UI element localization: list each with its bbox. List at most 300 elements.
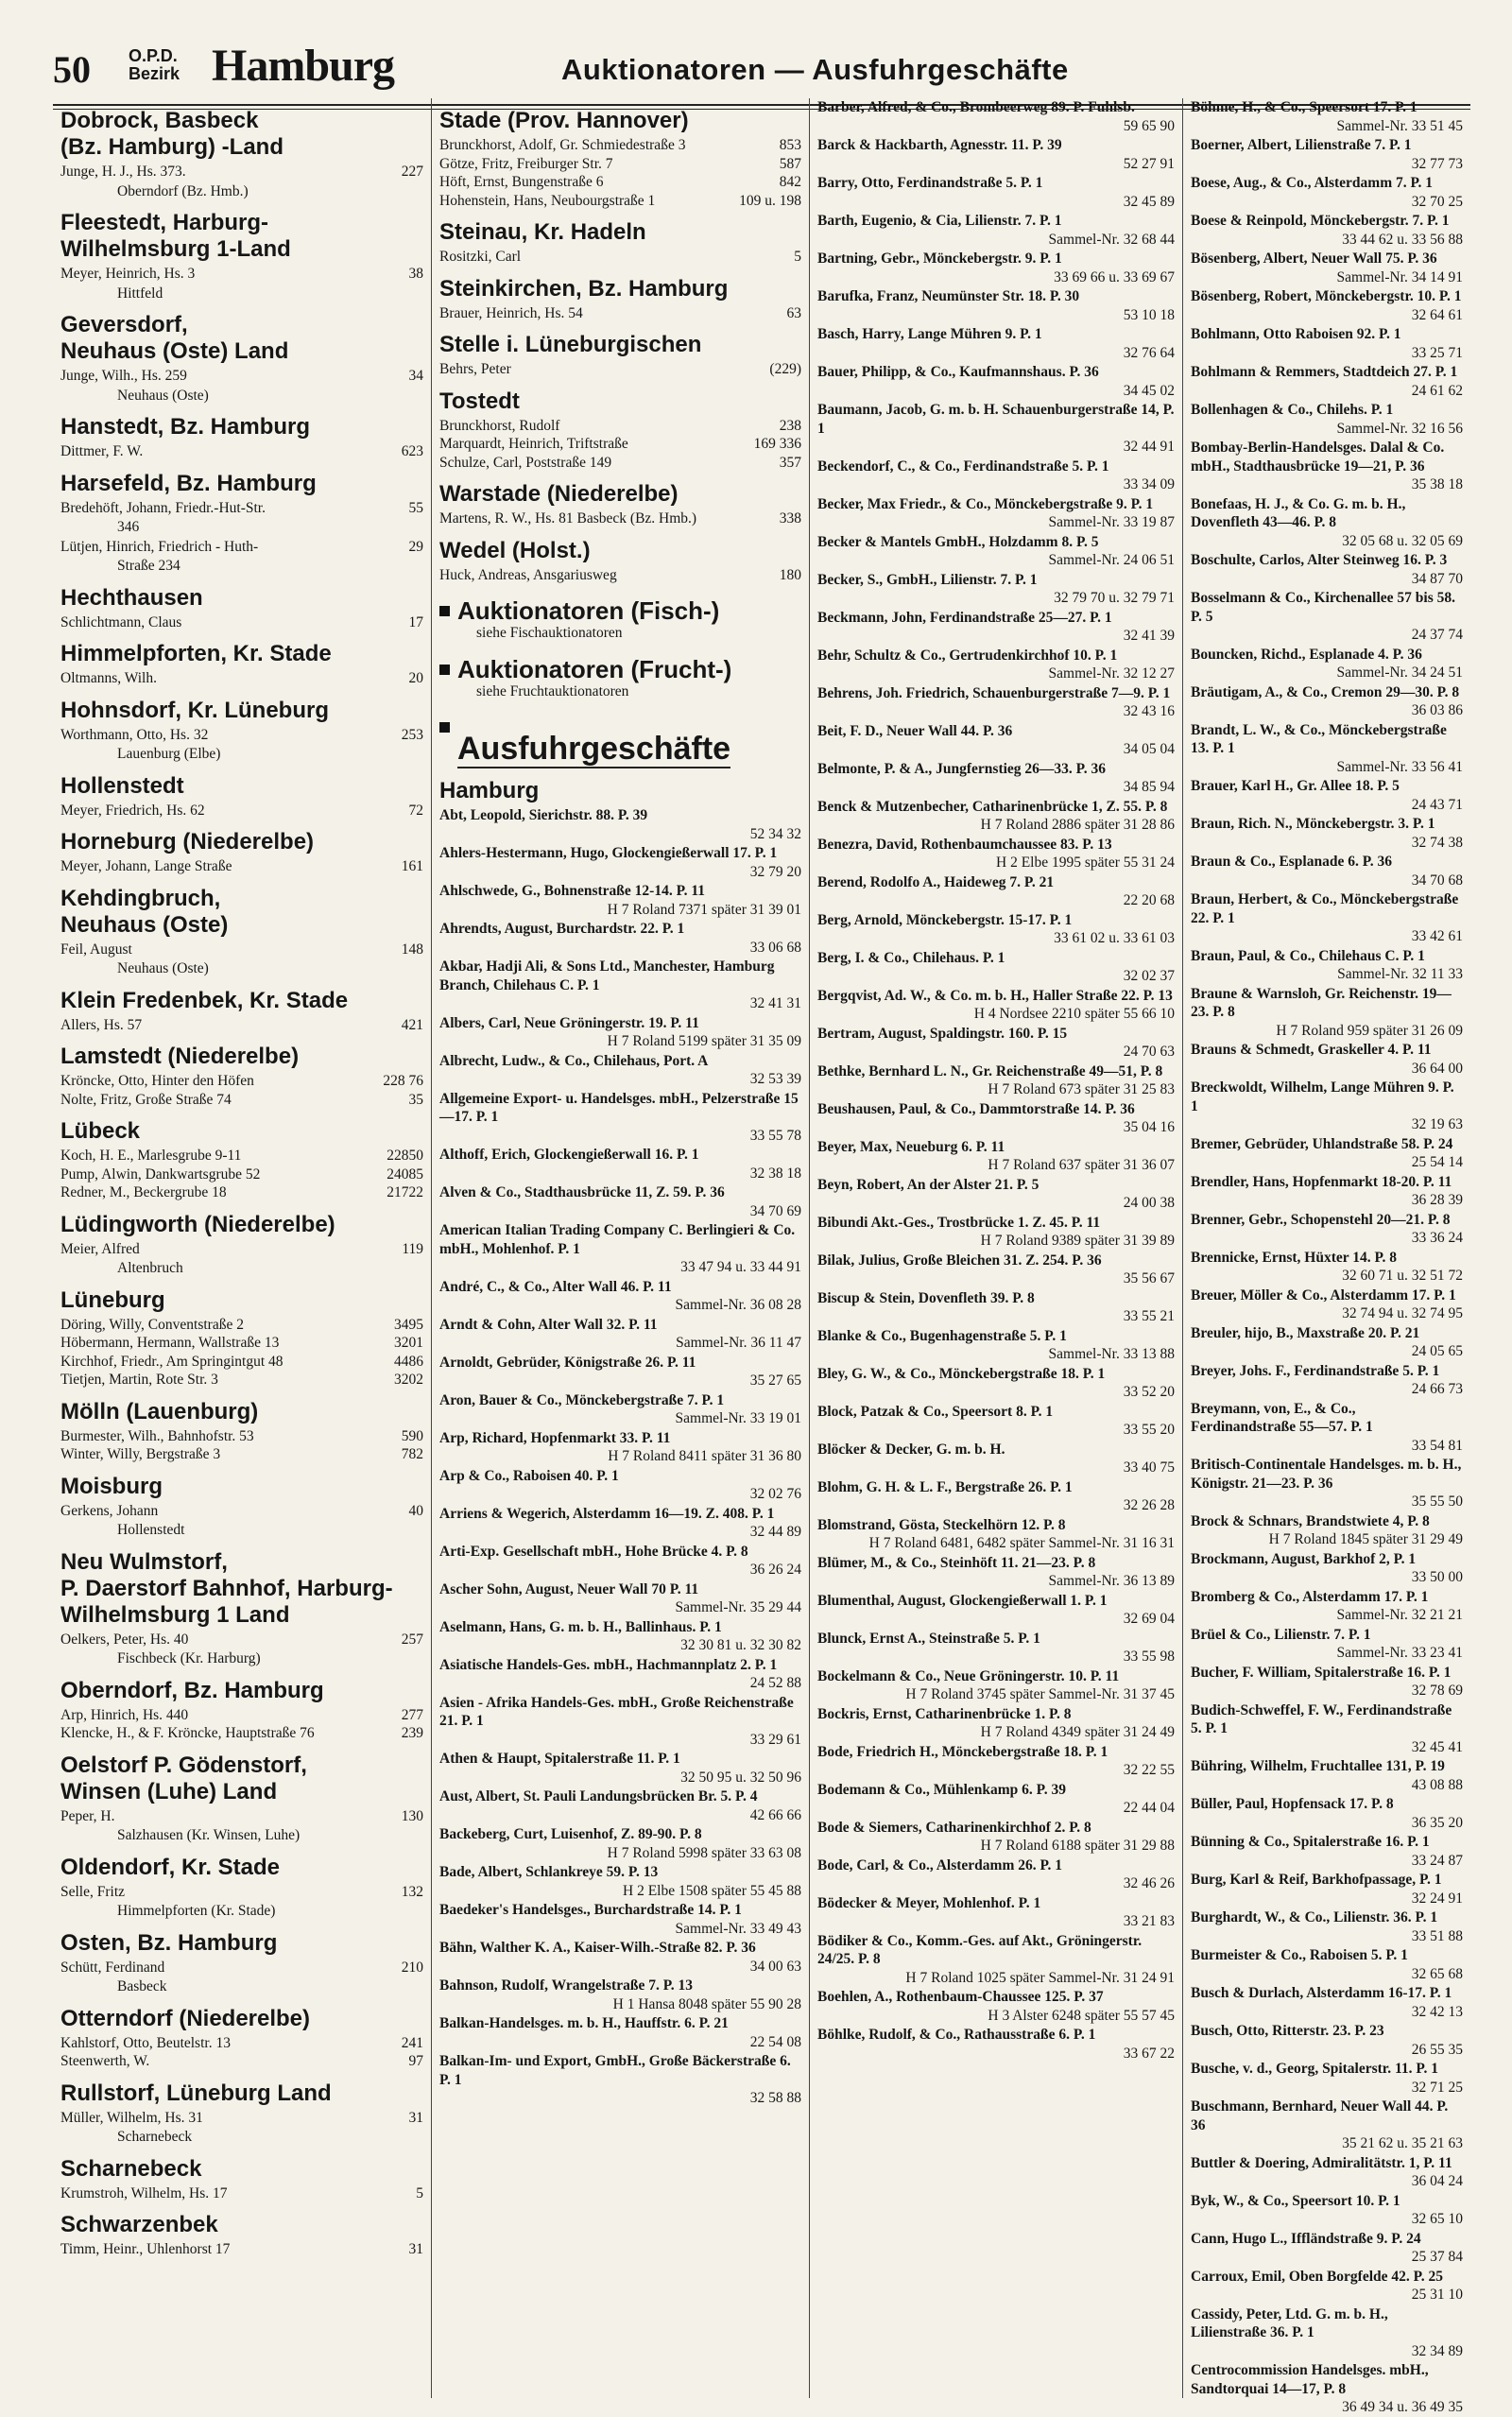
- firm-name: Barry, Otto, Ferdinandstraße 5. P. 1: [817, 175, 1043, 191]
- firm-name: Bergqvist, Ad. W., & Co. m. b. H., Haller Straße 22. P. 13: [817, 987, 1173, 1004]
- firm-phone-row: [1191, 664, 1463, 682]
- firm-phone: 32 02 76: [749, 1486, 801, 1502]
- firm-phone: 24 43 71: [1411, 796, 1463, 813]
- firm-phone: H 7 Roland 2886 später 31 28 86: [980, 817, 1175, 833]
- firm-phone: H 7 Roland 6481, 6482 später Sammel-Nr. 31 16 31: [868, 1535, 1175, 1551]
- firm-phone-row: [817, 193, 1175, 212]
- list-item: [1191, 1626, 1463, 1663]
- firm-phone: H 7 Roland 5199 später 31 35 09: [607, 1033, 801, 1049]
- entry-phone: 3495: [394, 1316, 423, 1333]
- firm-phone-row: [817, 1496, 1175, 1515]
- list-item: [817, 1365, 1175, 1402]
- firm-name: Bode, Friedrich H., Mönckebergstraße 18. P. 1: [817, 1743, 1108, 1760]
- firm-phone: H 7 Roland 4349 später 31 24 49: [980, 1724, 1175, 1740]
- firm-phone-row: [1191, 1267, 1463, 1286]
- list-item: [1191, 1324, 1463, 1361]
- list-item: [439, 806, 801, 843]
- firm-phone: 33 61 02 u. 33 61 03: [1054, 930, 1175, 946]
- square-bullet-icon: [439, 606, 450, 616]
- list-item: [817, 1214, 1175, 1251]
- place-heading: Steinkirchen, Bz. Hamburg: [439, 275, 729, 302]
- firm-phone-row: [1191, 1304, 1463, 1323]
- firm-phone: 24 52 88: [749, 1675, 801, 1691]
- firm-phone: 33 55 20: [1123, 1422, 1175, 1438]
- column-auctioneers-export: [431, 98, 809, 2398]
- firm-phone: 32 74 38: [1411, 834, 1463, 851]
- firm-name: Benezra, David, Rothenbaumchaussee 83. P. 13: [817, 836, 1112, 853]
- firm-phone: 36 35 20: [1411, 1814, 1463, 1831]
- firm-name: Arndt & Cohn, Alter Wall 32. P. 11: [439, 1316, 658, 1333]
- entry-detail: Hollenstedt: [117, 1522, 185, 1538]
- entry-detail: Fischbeck (Kr. Harburg): [117, 1650, 261, 1666]
- list-item: [1191, 1286, 1463, 1323]
- place-heading: Lüdingworth (Niederelbe): [60, 1211, 335, 1237]
- firm-phone-row: [1191, 2342, 1463, 2361]
- place-heading: Warstade (Niederelbe): [439, 481, 679, 507]
- firm-name: Arp, Richard, Hopfenmarkt 33. P. 11: [439, 1429, 671, 1446]
- firm-phone: 32 34 89: [1411, 2342, 1463, 2359]
- list-item: [439, 1750, 801, 1787]
- list-item: [60, 499, 423, 518]
- firm-phone-row: [817, 1421, 1175, 1440]
- firm-name: Bethke, Bernhard L. N., Gr. Reichenstraße 49—51, P. 8: [817, 1062, 1163, 1079]
- list-item: [1191, 1984, 1463, 2021]
- list-item: [1191, 136, 1463, 173]
- firm-name: Bode, Carl, & Co., Alsterdamm 26. P. 1: [817, 1856, 1063, 1873]
- firm-phone: 52 27 91: [1123, 155, 1175, 172]
- list-item: [1191, 1908, 1463, 1945]
- list-item: [439, 1429, 801, 1466]
- firm-name: Büller, Paul, Hopfensack 17. P. 8: [1191, 1796, 1394, 1812]
- entry-name: Schlichtmann, Claus: [60, 613, 182, 630]
- list-item: [817, 1988, 1175, 2025]
- firm-phone-row: [1191, 1568, 1463, 1587]
- entry-name: Redner, M., Beckergrube 18: [60, 1184, 227, 1200]
- entry-name: Meyer, Johann, Lange Straße: [60, 858, 232, 874]
- column2-places: [439, 108, 801, 584]
- firm-name: Benck & Mutzenbecher, Catharinenbrücke 1, Z. 55. P. 8: [817, 798, 1168, 815]
- list-item: [60, 1959, 423, 1977]
- place-heading: Kehdingbruch, Neuhaus (Oste): [60, 885, 229, 938]
- firm-name: Breuer, Möller & Co., Alsterdamm 17. P. 1: [1191, 1286, 1456, 1303]
- firm-phone: 32 45 89: [1123, 193, 1175, 210]
- place-heading: Lübeck: [60, 1118, 141, 1144]
- entry-phone: 29: [408, 538, 423, 555]
- list-item: [1191, 683, 1463, 720]
- firm-phone: 43 08 88: [1411, 1776, 1463, 1793]
- firm-name: Barck & Hackbarth, Agnesstr. 11. P. 39: [817, 137, 1062, 153]
- list-item: [439, 1618, 801, 1655]
- firm-phone-row: [1191, 927, 1463, 946]
- firm-phone: 36 03 86: [1411, 702, 1463, 718]
- firm-phone: 25 31 10: [1411, 2287, 1463, 2303]
- entry-name: Steenwerth, W.: [60, 2053, 150, 2069]
- entry-name: Lütjen, Hinrich, Friedrich - Huth-: [60, 538, 259, 555]
- firm-name: Burmeister & Co., Raboisen 5. P. 1: [1191, 1947, 1408, 1963]
- list-item: [439, 1787, 801, 1824]
- list-item: [439, 844, 801, 881]
- firm-phone: 32 44 89: [749, 1524, 801, 1540]
- entry-phone: 24085: [387, 1165, 423, 1183]
- firm-name: Boschulte, Carlos, Alter Steinweg 16. P. 3: [1191, 552, 1448, 568]
- firm-phone: 33 55 78: [749, 1127, 801, 1144]
- entry-phone: 161: [401, 858, 423, 874]
- list-item: [1191, 1211, 1463, 1248]
- firm-phone: 32 77 73: [1411, 155, 1463, 172]
- list-item: [60, 1091, 423, 1110]
- firm-phone: H 7 Roland 959 später 31 26 09: [1276, 1022, 1463, 1039]
- firm-phone-row: [817, 1572, 1175, 1591]
- list-item: [817, 250, 1175, 286]
- firm-phone: Sammel-Nr. 32 16 56: [1336, 420, 1463, 437]
- list-item: [60, 857, 423, 876]
- list-item: [60, 1353, 423, 1372]
- firm-name: Breyer, Johs. F., Ferdinandstraße 5. P. 1: [1191, 1362, 1440, 1379]
- firm-phone-row: [817, 231, 1175, 250]
- firm-phone-row: [817, 1685, 1175, 1704]
- firm-phone: H 7 Roland 6188 später 31 29 88: [980, 1838, 1175, 1854]
- export-firms-list: [439, 806, 801, 2108]
- list-item: [1191, 1795, 1463, 1832]
- firm-phone: Sammel-Nr. 32 12 27: [1048, 665, 1175, 682]
- entry-name: Marquardt, Heinrich, Triftstraße: [439, 436, 628, 452]
- firm-phone-row: [817, 1459, 1175, 1477]
- firm-name: Arnoldt, Gebrüder, Königstraße 26. P. 11: [439, 1354, 696, 1371]
- list-item: [817, 1138, 1175, 1175]
- entry-name: Worthmann, Otto, Hs. 32: [60, 726, 209, 743]
- firm-name: Behrens, Joh. Friedrich, Schauenburgerstraße 7—9. P. 1: [817, 684, 1171, 701]
- list-item: [60, 1183, 423, 1202]
- firm-name: American Italian Trading Company C. Berlingieri & Co. mbH., Mohlenhof. P. 1: [439, 1222, 796, 1257]
- firm-phone: 32 58 88: [749, 2090, 801, 2106]
- firm-phone: H 7 Roland 8411 später 31 36 80: [608, 1448, 801, 1464]
- firm-phone-row: [817, 1194, 1175, 1213]
- list-item: [1191, 1400, 1463, 1456]
- place-heading: Hollenstedt: [60, 772, 184, 799]
- firm-phone-row: [817, 155, 1175, 174]
- firm-name: Bohlmann, Otto Raboisen 92. P. 1: [1191, 326, 1401, 342]
- firm-phone: 36 49 34 u. 36 49 35: [1342, 2399, 1463, 2415]
- firm-phone-row: [439, 1561, 801, 1580]
- list-item: [439, 1391, 801, 1428]
- list-item: [60, 2109, 423, 2128]
- entry-name: Junge, H. J., Hs. 373.: [60, 164, 186, 180]
- entry-phone: 227: [401, 164, 423, 180]
- list-item: [1191, 1833, 1463, 1870]
- entry-name: Meyer, Friedrich, Hs. 62: [60, 802, 205, 819]
- firm-phone: 33 55 98: [1123, 1649, 1175, 1665]
- firm-name: Bähn, Walther K. A., Kaiser-Wilh.-Straße 82. P. 36: [439, 1940, 756, 1956]
- entry-phone: 22850: [387, 1148, 423, 1164]
- firm-phone-row: [817, 740, 1175, 759]
- list-item: [817, 1932, 1175, 1988]
- firm-name: Ahlers-Hestermann, Hugo, Glockengießerwall 17. P. 1: [439, 845, 778, 861]
- firm-phone-row: [439, 1674, 801, 1693]
- firm-phone: 32 30 81 u. 32 30 82: [680, 1637, 801, 1653]
- list-item: [439, 1146, 801, 1183]
- place-heading: Otterndorf (Niederelbe): [60, 2005, 311, 2031]
- list-item: [439, 1221, 801, 1277]
- entry-name: Götze, Fritz, Freiburger Str. 7: [439, 155, 613, 172]
- firm-phone-row: [439, 1844, 801, 1863]
- list-item: [817, 1705, 1175, 1742]
- firm-name: Boerner, Albert, Lilienstraße 7. P. 1: [1191, 137, 1412, 153]
- firm-name: Balkan-Im- und Export, GmbH., Große Bäckerstraße 6. P. 1: [439, 2053, 791, 2088]
- list-item: [817, 325, 1175, 362]
- list-item: [817, 1630, 1175, 1666]
- firm-phone-row: [817, 1723, 1175, 1742]
- list-item: [817, 1819, 1175, 1856]
- firm-phone-row: [817, 967, 1175, 986]
- firm-name: Burghardt, W., & Co., Lilienstr. 36. P. 1: [1191, 1909, 1438, 1925]
- firm-phone-row: [439, 994, 801, 1013]
- firm-name: Albers, Carl, Neue Gröningerstr. 19. P. 11: [439, 1014, 699, 1031]
- firm-phone: 33 24 87: [1411, 1852, 1463, 1869]
- entry-phone: 97: [408, 2053, 423, 2069]
- list-item: [60, 726, 423, 745]
- list-item: [817, 684, 1175, 721]
- list-item: [1191, 777, 1463, 814]
- section-title: Auktionatoren — Ausfuhrgeschäfte: [561, 53, 1069, 86]
- firm-phone-row: [1191, 1191, 1463, 1210]
- list-item: [439, 1278, 801, 1315]
- firm-phone: Sammel-Nr. 34 24 51: [1336, 665, 1463, 681]
- list-item: [1191, 890, 1463, 946]
- list-item: [439, 1505, 801, 1542]
- entry-detail: Scharnebeck: [117, 2129, 193, 2145]
- firm-phone: 33 21 83: [1123, 1913, 1175, 1929]
- firm-phone: H 7 Roland 637 später 31 36 07: [988, 1157, 1175, 1173]
- firm-phone-row: [817, 1156, 1175, 1175]
- list-item: [439, 1939, 801, 1976]
- firm-phone: 22 54 08: [749, 2033, 801, 2050]
- firm-phone-row: [817, 438, 1175, 457]
- list-item: [817, 533, 1175, 570]
- place-heading: Hohnsdorf, Kr. Lüneburg: [60, 697, 329, 723]
- firm-phone: 52 34 32: [749, 825, 801, 842]
- entry-name: Pump, Alwin, Dankwartsgrube 52: [60, 1165, 261, 1183]
- firm-phone-row: [817, 627, 1175, 646]
- firm-phone-row: [817, 1383, 1175, 1402]
- entry-name: Oelkers, Peter, Hs. 40: [60, 1631, 189, 1648]
- list-item: [1191, 815, 1463, 852]
- list-item: [60, 2052, 423, 2071]
- firm-phone: 32 69 04: [1123, 1611, 1175, 1627]
- firm-name: Blanke & Co., Bugenhagenstraße 5. P. 1: [817, 1327, 1067, 1344]
- firm-phone: 32 65 10: [1411, 2211, 1463, 2227]
- firm-phone-row: [817, 929, 1175, 948]
- firm-phone-row: [1191, 193, 1463, 212]
- firm-phone: Sammel-Nr. 35 29 44: [675, 1599, 801, 1615]
- firm-phone-row: [817, 816, 1175, 835]
- entry-name: Selle, Fritz: [60, 1883, 126, 1900]
- firm-name: Abt, Leopold, Sierichstr. 88. P. 39: [439, 807, 648, 823]
- firm-phone-row: [1191, 1380, 1463, 1399]
- firm-name: Bertram, August, Spaldingstr. 160. P. 15: [817, 1025, 1068, 1042]
- list-item: [817, 836, 1175, 872]
- list-item: [439, 435, 801, 454]
- list-item: [817, 1478, 1175, 1515]
- firm-phone: Sammel-Nr. 34 14 91: [1336, 268, 1463, 285]
- list-item: [439, 2052, 801, 2108]
- firm-phone-row: [439, 1447, 801, 1466]
- firm-phone: 35 38 18: [1411, 476, 1463, 492]
- entry-phone: 180: [779, 566, 801, 583]
- firm-phone: H 2 Elbe 1508 später 55 45 88: [623, 1882, 801, 1899]
- list-item: [60, 1427, 423, 1446]
- firm-phone-row: [1191, 1606, 1463, 1625]
- firm-phone: 35 55 50: [1411, 1493, 1463, 1510]
- firm-phone-row: [1191, 1644, 1463, 1663]
- firm-phone: 59 65 90: [1123, 117, 1175, 134]
- list-item: [439, 920, 801, 957]
- firm-phone-row: [439, 1523, 801, 1542]
- firm-name: Bosselmann & Co., Kirchenallee 57 bis 58. P. 5: [1191, 590, 1456, 625]
- firm-name: Brenner, Gebr., Schopenstehl 20—21. P. 8: [1191, 1211, 1451, 1228]
- firm-phone: 36 64 00: [1411, 1060, 1463, 1077]
- entry-phone: 3202: [394, 1372, 423, 1388]
- firm-name: Bräutigam, A., & Co., Cremon 29—30. P. 8: [1191, 683, 1460, 700]
- entry-phone: 109 u. 198: [739, 192, 801, 209]
- list-item: [817, 798, 1175, 835]
- firm-name: Aselmann, Hans, G. m. b. H., Ballinhaus. P. 1: [439, 1618, 722, 1635]
- firm-phone-row: [817, 513, 1175, 532]
- list-item: [817, 363, 1175, 400]
- firm-phone-row: [1191, 231, 1463, 250]
- list-item: [439, 882, 801, 919]
- firm-phone: 32 76 64: [1123, 344, 1175, 361]
- entry-phone: 623: [401, 443, 423, 459]
- entry-phone: 5: [794, 249, 801, 265]
- entry-phone: 587: [779, 155, 801, 172]
- list-item: [60, 1371, 423, 1390]
- list-item: [817, 1554, 1175, 1591]
- firm-phone-row: [1191, 1530, 1463, 1549]
- list-item: [439, 136, 801, 155]
- firm-phone: H 3 Alster 6248 später 55 57 45: [988, 2007, 1175, 2024]
- firm-name: Althoff, Erich, Glockengießerwall 16. P. 1: [439, 1147, 699, 1163]
- entry-name: Brunckhorst, Adolf, Gr. Schmiedestraße 3: [439, 137, 686, 153]
- firm-phone-row: [1191, 475, 1463, 494]
- firm-phone-row: [439, 1731, 801, 1750]
- page-header: [53, 26, 1470, 93]
- firm-phone-row: [439, 1202, 801, 1221]
- firm-phone-row: [817, 891, 1175, 910]
- list-item: [1191, 1512, 1463, 1549]
- entry-phone: 63: [786, 304, 801, 321]
- firm-phone-row: [1191, 1776, 1463, 1795]
- list-item: [439, 417, 801, 436]
- place-heading: Hechthausen: [60, 584, 203, 611]
- firm-phone: Sammel-Nr. 33 19 01: [675, 1410, 801, 1426]
- firm-phone-row: [817, 1269, 1175, 1288]
- firm-name: Bockris, Ernst, Catharinenbrücke 1. P. 8: [817, 1705, 1072, 1722]
- firm-phone-row: [1191, 1229, 1463, 1248]
- entry-name: Bredehöft, Johann, Friedr.-Hut-Str.: [60, 499, 266, 516]
- firm-phone: 36 04 24: [1411, 2173, 1463, 2189]
- firm-name: Backeberg, Curt, Luisenhof, Z. 89-90. P. 8: [439, 1826, 702, 1842]
- firm-name: Boese, Aug., & Co., Alsterdamm 7. P. 1: [1191, 175, 1434, 191]
- list-item: [1191, 2305, 1463, 2361]
- firm-phone-row: [1191, 1738, 1463, 1757]
- firm-phone-row: [439, 1127, 801, 1146]
- entry-phone: 238: [779, 417, 801, 434]
- firm-phone: 32 78 69: [1411, 1683, 1463, 1699]
- firm-name: Bödiker & Co., Komm.-Ges. auf Akt., Gröningerstr. 24/25. P. 8: [817, 1932, 1143, 1967]
- list-item: [60, 1334, 423, 1353]
- firm-name: Buttler & Doering, Admiralitätstr. 1, P. 11: [1191, 2154, 1452, 2171]
- list-item: [817, 1289, 1175, 1326]
- firm-name: Brandt, L. W., & Co., Mönckebergstraße 13. P. 1: [1191, 721, 1447, 756]
- firm-name: Centrocommission Handelsges. mbH., Sandtorquai 14—17, P. 8: [1191, 2362, 1429, 2397]
- place-heading: Stade (Prov. Hannover): [439, 108, 689, 133]
- place-heading: Scharnebeck: [60, 2155, 202, 2182]
- entry-name: Schulze, Carl, Poststraße 149: [439, 454, 612, 471]
- firm-name: Basch, Harry, Lange Mühren 9. P. 1: [817, 326, 1042, 342]
- entry-phone: 148: [401, 941, 423, 958]
- firm-phone: 32 79 20: [749, 863, 801, 880]
- list-item: [60, 1807, 423, 1826]
- firm-phone: 33 44 62 u. 33 56 88: [1342, 231, 1463, 248]
- entry-name: Kahlstorf, Otto, Beutelstr. 13: [60, 2034, 231, 2051]
- entry-phone: 169 336: [753, 436, 801, 452]
- firm-name: Carroux, Emil, Oben Borgfelde 42. P. 25: [1191, 2268, 1443, 2285]
- entry-name: Huck, Andreas, Ansgariusweg: [439, 566, 617, 583]
- firm-phone: Sammel-Nr. 33 51 45: [1336, 117, 1463, 134]
- firm-phone-row: [1191, 344, 1463, 363]
- firm-phone: 32 22 55: [1123, 1762, 1175, 1778]
- firm-name: Braune & Warnsloh, Gr. Reichenstr. 19—23. P. 8: [1191, 985, 1452, 1020]
- firm-name: Block, Patzak & Co., Speersort 8. P. 1: [817, 1403, 1054, 1420]
- firm-phone-row: [1191, 872, 1463, 890]
- list-item: [439, 192, 801, 211]
- firm-phone: Sammel-Nr. 32 11 33: [1337, 966, 1463, 982]
- list-item: [60, 1072, 423, 1091]
- list-item: [1191, 287, 1463, 324]
- column-auctioneers-places: [53, 98, 431, 2398]
- entry-phone: 3201: [394, 1335, 423, 1351]
- firm-phone: H 1 Hansa 8048 später 55 90 28: [612, 1995, 801, 2012]
- firm-name: Bilak, Julius, Große Bleichen 31. Z. 254. P. 36: [817, 1252, 1102, 1269]
- export-title: Ausfuhrgeschäfte: [457, 731, 731, 767]
- firm-phone: 34 70 68: [1411, 872, 1463, 889]
- firm-phone-row: [1191, 2041, 1463, 2060]
- firm-phone: H 7 Roland 1845 später 31 29 49: [1268, 1531, 1463, 1547]
- firm-phone: 34 70 69: [749, 1202, 801, 1219]
- entry-name: Brunckhorst, Rudolf: [439, 417, 560, 434]
- firm-phone-row: [817, 1610, 1175, 1629]
- firm-phone: 53 10 18: [1123, 306, 1175, 323]
- list-item: [60, 538, 423, 557]
- firm-name: Aust, Albert, St. Pauli Landungsbrücken Br. 5. P. 4: [439, 1788, 758, 1804]
- firm-phone: 36 26 24: [749, 1562, 801, 1578]
- firm-phone-row: [439, 1769, 801, 1787]
- list-item: [817, 647, 1175, 683]
- firm-phone: 32 38 18: [749, 1165, 801, 1182]
- firm-phone: 42 66 66: [749, 1806, 801, 1823]
- firm-phone: 33 47 94 u. 33 44 91: [680, 1259, 801, 1275]
- firm-phone-row: [817, 2007, 1175, 2026]
- entry-phone: 228 76: [383, 1073, 423, 1089]
- list-item: [1191, 1173, 1463, 1210]
- list-item: [60, 1706, 423, 1725]
- list-item: [817, 1592, 1175, 1629]
- firm-name: Bade, Albert, Schlankreye 59. P. 13: [439, 1864, 659, 1880]
- firm-name: Berg, I. & Co., Chilehaus. P. 1: [817, 949, 1005, 966]
- place-heading: Geversdorf, Neuhaus (Oste) Land: [60, 312, 289, 364]
- firm-name: Albrecht, Ludw., & Co., Chilehaus, Port. A: [439, 1052, 709, 1069]
- firm-name: Breuler, hijo, B., Maxstraße 20. P. 21: [1191, 1324, 1420, 1341]
